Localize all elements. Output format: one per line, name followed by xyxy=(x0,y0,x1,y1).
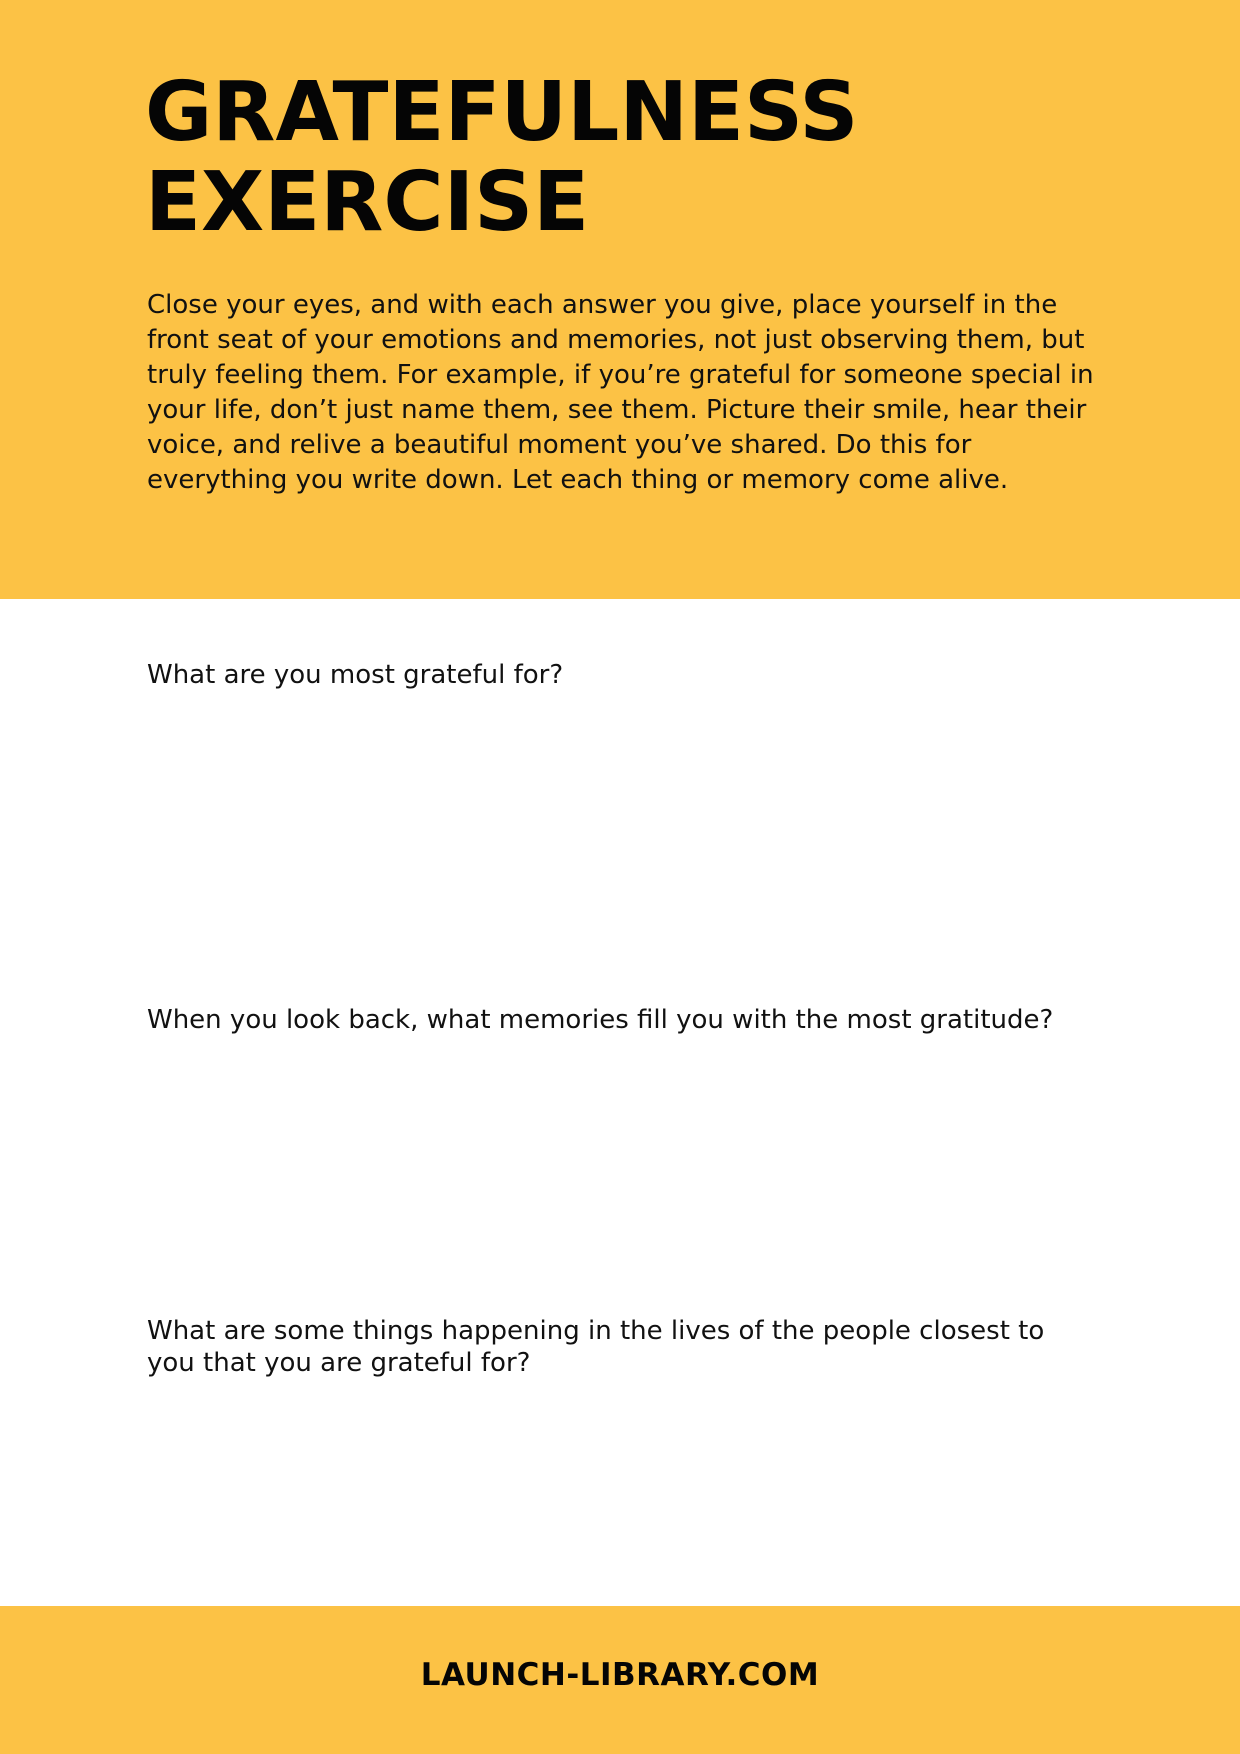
intro-line: your life, don’t just name them, see them. Picture their smile, hear their xyxy=(147,395,1087,425)
page-title-line-2: EXERCISE xyxy=(145,155,590,250)
question-most-grateful: What are you most grateful for? xyxy=(147,660,564,690)
question-memories: When you look back, what memories fill you with the most gratitude? xyxy=(147,1005,1054,1035)
intro-line: front seat of your emotions and memories, not just observing them, but xyxy=(147,325,1085,355)
intro-line: voice, and relive a beautiful moment you’ve shared. Do this for xyxy=(147,430,972,460)
question-people-closest-line-1: What are some things happening in the lives of the people closest to xyxy=(147,1316,1045,1346)
page-title-line-1: GRATEFULNESS xyxy=(145,65,859,160)
header-banner xyxy=(0,0,1240,599)
page-title xyxy=(145,65,859,250)
intro-line: everything you write down. Let each thing or memory come alive. xyxy=(147,465,1009,495)
intro-paragraph xyxy=(147,288,1107,498)
question-people-closest-line-2: you that you are grateful for? xyxy=(147,1348,531,1378)
question-people-closest xyxy=(147,1315,1044,1379)
website-link[interactable]: LAUNCH-LIBRARY.COM xyxy=(420,1657,820,1693)
intro-line: Close your eyes, and with each answer you give, place yourself in the xyxy=(147,290,1058,320)
intro-line: truly feeling them. For example, if you’re grateful for someone special in xyxy=(147,360,1094,390)
